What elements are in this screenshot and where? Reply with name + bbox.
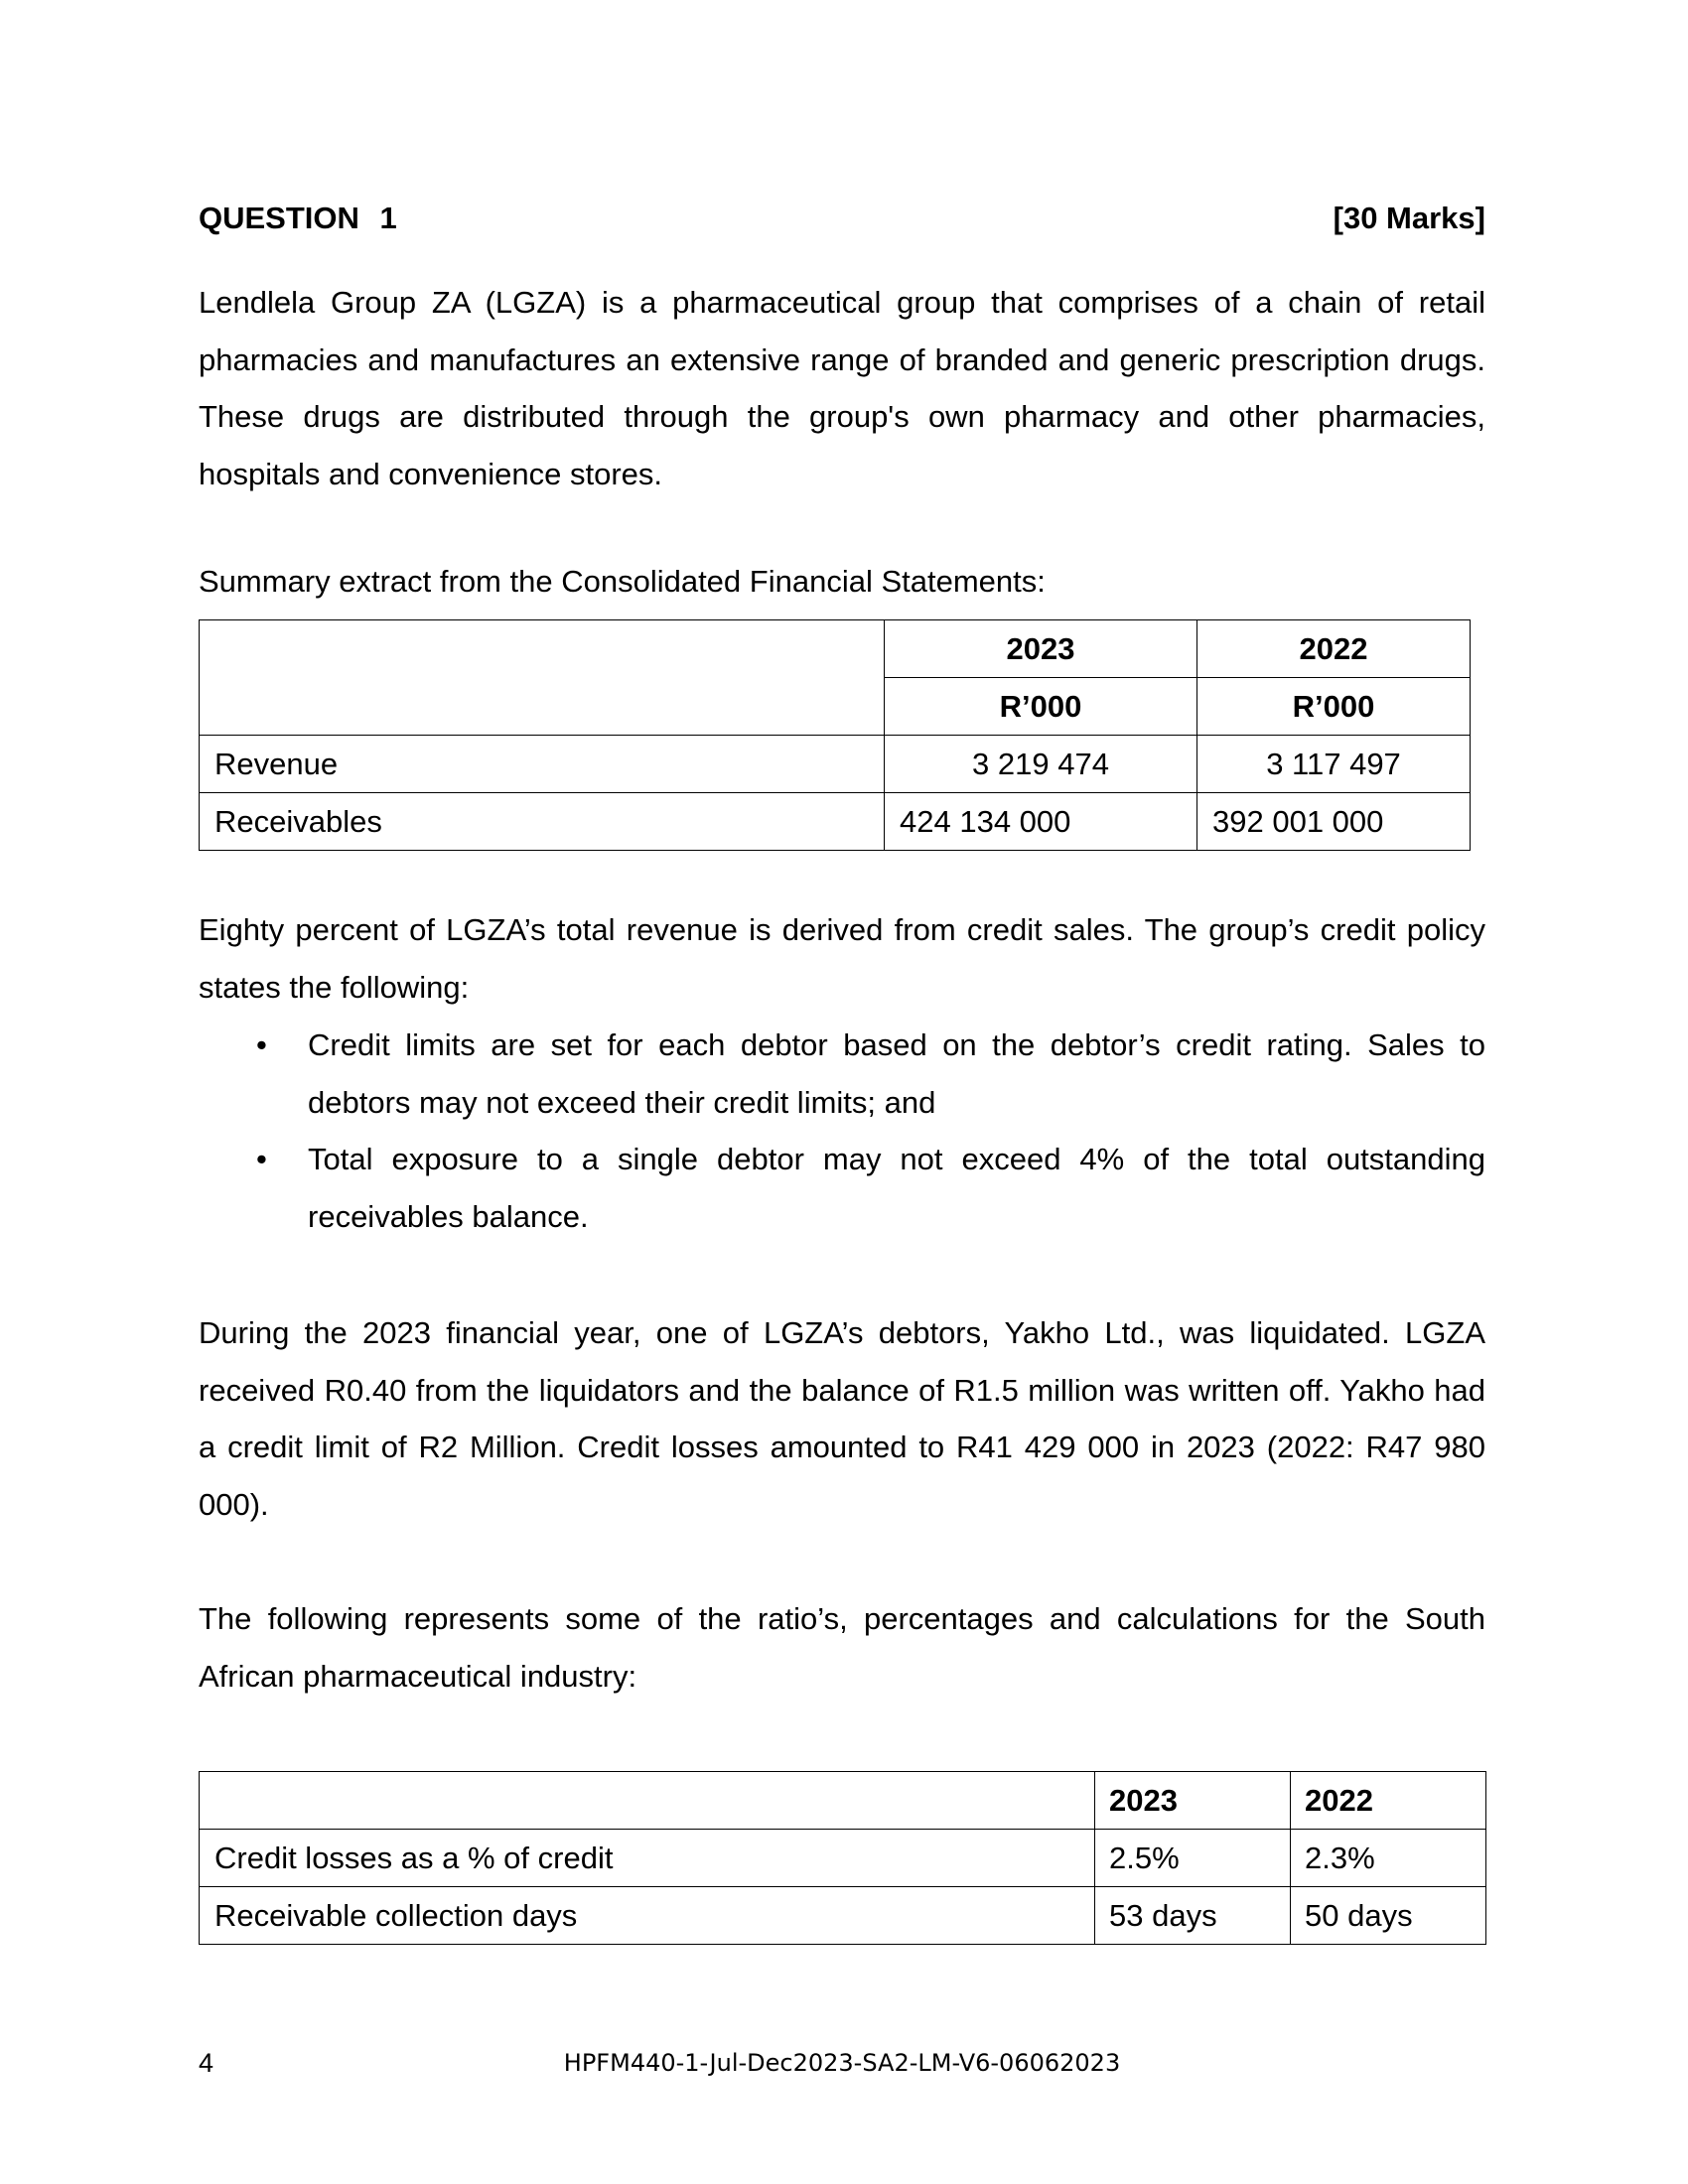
document-page xyxy=(199,0,1485,2184)
bullet-icon: • xyxy=(256,1027,267,1062)
row-label: Credit losses as a % of credit xyxy=(200,1830,1095,1887)
list-item-text: Total exposure to a single debtor may not exceed 4% of the total outstanding receivables balance. xyxy=(308,1142,1485,1234)
industry-ratios-table xyxy=(199,1771,1486,1945)
question-header xyxy=(199,197,1485,240)
list-item xyxy=(199,1017,1485,1131)
table-header-row xyxy=(200,620,1471,678)
table-row xyxy=(200,1830,1486,1887)
list-item xyxy=(199,1131,1485,1245)
list-item-text: Credit limits are set for each debtor based on the debtor’s credit rating. Sales to debtors may not exceed their credit limits; and xyxy=(308,1027,1485,1120)
credit-policy-paragraph: Eighty percent of LGZA’s total revenue is derived from credit sales. The group’s credit policy states the following: xyxy=(199,912,1485,1005)
credit-policy-list xyxy=(199,1017,1485,1245)
header-2022: 2022 xyxy=(1291,1772,1486,1830)
unit-2022: R’000 xyxy=(1197,678,1471,736)
row-value-2023: 53 days xyxy=(1095,1887,1291,1945)
row-label: Revenue xyxy=(200,736,885,793)
table-row xyxy=(200,793,1471,851)
header-2023: 2023 xyxy=(885,620,1197,678)
page-number: 4 xyxy=(199,2048,214,2078)
row-label: Receivables xyxy=(200,793,885,851)
row-value-2023: 3 219 474 xyxy=(885,736,1197,793)
table-row xyxy=(200,736,1471,793)
unit-2023: R’000 xyxy=(885,678,1197,736)
industry-paragraph: The following represents some of the ratio’s, percentages and calculations for the South African pharmaceutical industry: xyxy=(199,1601,1485,1694)
row-value-2022: 50 days xyxy=(1291,1887,1486,1945)
intro-paragraph: Lendlela Group ZA (LGZA) is a pharmaceutical group that comprises of a chain of retail pharmacies and manufactures an extensive range of branded and generic prescription drugs. These drugs are distributed through the group's own pharmacy and other pharmacies, hospitals and convenience stores. xyxy=(199,285,1485,491)
table-row xyxy=(200,1887,1486,1945)
question-title: QUESTION 1 xyxy=(199,201,397,235)
row-label: Receivable collection days xyxy=(200,1887,1095,1945)
document-code: HPFM440-1-Jul-Dec2023-SA2-LM-V6-06062023 xyxy=(563,2049,1121,2077)
row-value-2023: 2.5% xyxy=(1095,1830,1291,1887)
row-value-2023: 424 134 000 xyxy=(885,793,1197,851)
header-2023: 2023 xyxy=(1095,1772,1291,1830)
summary-label: Summary extract from the Consolidated Financial Statements: xyxy=(199,564,1046,599)
row-value-2022: 2.3% xyxy=(1291,1830,1486,1887)
question-marks: [30 Marks] xyxy=(1333,201,1485,235)
header-2022: 2022 xyxy=(1197,620,1471,678)
liquidation-paragraph: During the 2023 financial year, one of LGZA’s debtors, Yakho Ltd., was liquidated. LGZA received R0.40 from the liquidators and the balance of R1.5 million was written off. Yakho had a credit limit of R2 Million. Credit losses amounted to R41 429 000 in 2023 (2022: R47 980 000). xyxy=(199,1315,1485,1522)
row-value-2022: 3 117 497 xyxy=(1197,736,1471,793)
bullet-icon: • xyxy=(256,1142,267,1176)
table-header-blank xyxy=(200,620,885,736)
table-header-row xyxy=(200,1772,1486,1830)
row-value-2022: 392 001 000 xyxy=(1197,793,1471,851)
table-header-blank xyxy=(200,1772,1095,1830)
financial-summary-table xyxy=(199,619,1471,851)
